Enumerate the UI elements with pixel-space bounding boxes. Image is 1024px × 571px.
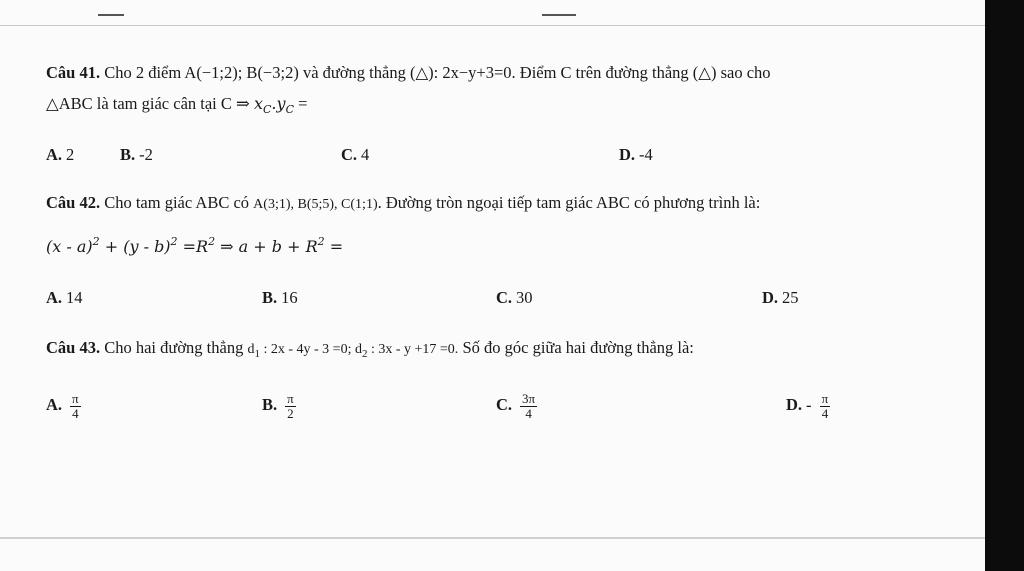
- fraction: $\frac{\pi}{4}$: [72, 391, 79, 421]
- fraction: $\frac{\pi}{2}$: [287, 391, 294, 421]
- q41-number: Câu 41.: [46, 63, 101, 82]
- q43-text-post: Số đo góc giữa hai đường thẳng là:: [462, 338, 694, 357]
- q42-option-b[interactable]: B. 16: [262, 288, 298, 307]
- q42-option-d[interactable]: D. 25: [762, 288, 799, 307]
- q43-option-c[interactable]: C. $\frac{3\pi}{4}$: [496, 391, 536, 421]
- q41-expression: $x_C.y_C$: [253, 94, 294, 116]
- q43-option-d[interactable]: D. - $\frac{\pi}{4}$: [786, 391, 829, 421]
- q41-line-1: [46, 62, 771, 84]
- q41-equals: =: [293, 94, 308, 113]
- q42-text-post: . Đường tròn ngoại tiếp tam giác ABC có phương trình là:: [377, 193, 761, 212]
- fraction: $\frac{3\pi}{4}$: [522, 391, 536, 421]
- bottom-divider: [0, 537, 985, 539]
- q43-option-b[interactable]: B. $\frac{\pi}{2}$: [262, 391, 294, 421]
- q42-number: Câu 42.: [46, 193, 101, 212]
- q42-points: A(3;1), B(5;5), C(1;1): [253, 197, 378, 212]
- q42-text: Cho tam giác ABC có: [104, 193, 250, 212]
- q43-line-1: [46, 337, 694, 365]
- q41-line-2: [46, 93, 307, 121]
- q43-option-a[interactable]: A. $\frac{\pi}{4}$: [46, 391, 79, 421]
- q43-text: Cho hai đường thẳng: [104, 338, 244, 357]
- q41-option-b[interactable]: B. -2: [120, 145, 153, 164]
- q41-option-d[interactable]: D. -4: [619, 145, 653, 164]
- q41-text: Cho 2 điểm A(−1;2); B(−3;2) và đường thẳng (△): 2x−y+3=0. Điểm C trên đường thẳng (△) sao cho: [104, 63, 771, 82]
- screen-edge: [985, 0, 1024, 571]
- q41-option-a[interactable]: A. 2: [46, 145, 75, 164]
- q42-equation: $(x - a)^2 + (y - b)^2 =R^2$ ⇒ $a + b + R^2$ =: [46, 235, 344, 256]
- q42-line-1: [46, 192, 760, 216]
- q41-text-2: △ABC là tam giác cân tại C ⇒: [46, 94, 250, 113]
- q41-option-c[interactable]: C. 4: [341, 145, 370, 164]
- q42-option-a[interactable]: A. 14: [46, 288, 83, 307]
- top-mark: [98, 14, 124, 16]
- q42-option-c[interactable]: C. 30: [496, 288, 533, 307]
- top-mark: [542, 14, 576, 16]
- top-divider: [0, 25, 985, 26]
- fraction: $\frac{\pi}{4}$: [821, 391, 829, 421]
- q43-number: Câu 43.: [46, 338, 101, 357]
- q43-lines: $d_1$ : 2x - 4y - 3 =0; $d_2$ : 3x - y +17 =0.: [247, 342, 459, 360]
